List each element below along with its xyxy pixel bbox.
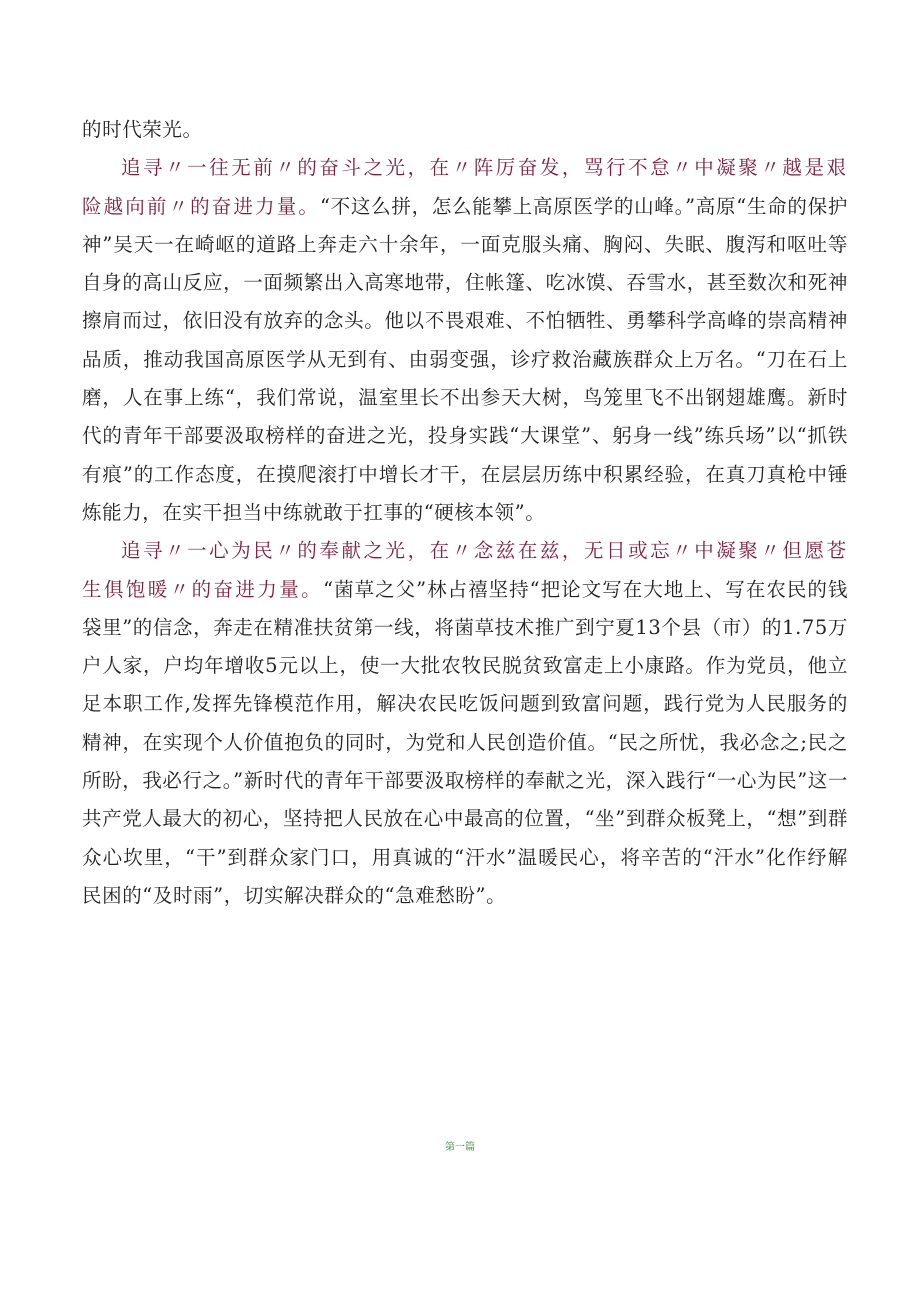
paragraph-text: “不这么拼，怎么能攀上高原医学的山峰。”高原“生命的保护神”吴天一在崎岖的道路上奔走六十余年，一面克服头痛、胸闷、失眠、腹泻和呕吐等自身的高山反应，一面频繁出入高寒地带，住帐篷、吃冰馍、吞雪水，甚至数次和死神擦肩而过，依旧没有放弃的念头。他以不畏艰难、不怕牺牲、勇攀科学高峰的崇高精神品质，推动我国高原医学从无到有、由弱变强，诊疗救治藏族群众上万名。“刀在石上磨，人在事上练“，我们常说，温室里长不出参天大树，鸟笼里飞不出钢翅雄鹰。新时代的青年干部要汲取榜样的奋进之光，投身实践“大课堂”、躬身一线”练兵场”以“抓铁有痕”的工作态度，在摸爬滚打中增长才干，在层层历练中积累经验，在真刀真枪中锤炼能力，在实干担当中练就敢于扛事的“硬核本领”。 xyxy=(82,194,848,524)
paragraph-heading: 追寻〃一往无前〃的奋斗之光，在〃阵厉奋发，骂行不怠〃中凝聚〃越是艰险越向前〃的奋进力量。 xyxy=(82,156,848,218)
paragraph-heading: 追寻〃一心为民〃的奉献之光，在〃念兹在兹，无日或忘〃中凝聚〃但愿苍生俱饱暖〃的奋进力量。 xyxy=(82,539,848,601)
paragraph-text: 的时代荣光。 xyxy=(82,118,203,141)
paragraph-dedication xyxy=(82,532,848,915)
paragraph-text: “菌草之父”林占禧坚持“把论文写在大地上、写在农民的钱袋里”的信念，奔走在精准扶贫第一线，将菌草技术推广到宁夏13个县（市）的1.75万户人家，户均年增收5元以上，使一大批农牧民脱贫致富走上小康路。作为党员，他立足本职工作,发挥先锋模范作用，解决农民吃饭问题到致富问题，践行党为人民服务的精神，在实现个人价值抱负的同时，为党和人民创造价值。“民之所忧，我必念之;民之所盼，我必行之。”新时代的青年干部要汲取榜样的奉献之光，深入践行“一心为民”这一共产党人最大的初心，坚持把人民放在心中最高的位置，“坐”到群众板凳上，“想”到群众心坎里，“干”到群众家门口，用真诚的“汗水”温暖民心，将辛苦的“汗水”化作纾解民困的“及时雨”，切实解决群众的“急难愁盼”。 xyxy=(82,577,848,907)
document-body xyxy=(82,111,848,915)
paragraph-struggle xyxy=(82,149,848,532)
page-footer-label: 第一篇 xyxy=(445,1142,475,1153)
paragraph-continuation xyxy=(82,111,848,149)
